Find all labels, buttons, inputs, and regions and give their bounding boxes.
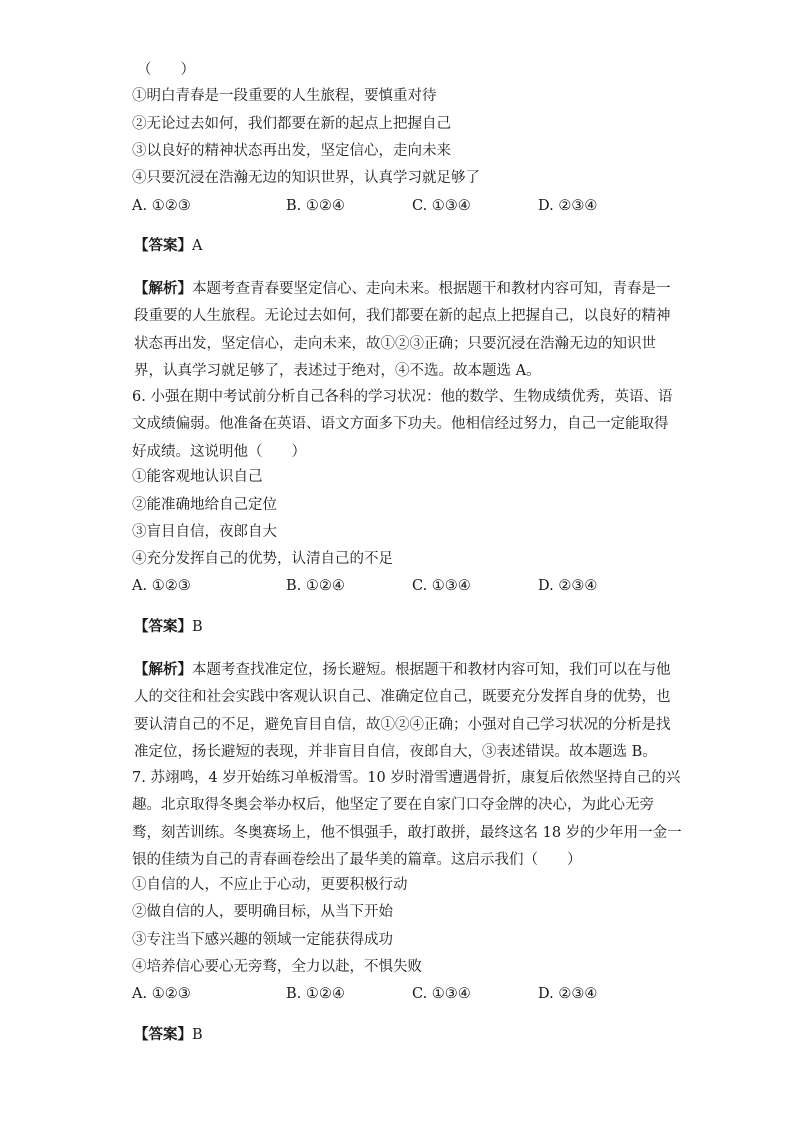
q5-answer-label: 【答案】 xyxy=(134,237,192,254)
q7-option-2: ②做自信的人，要明确目标，从当下开始 xyxy=(132,904,393,920)
q5-choice-b: B. ①②④ xyxy=(286,198,345,214)
q7-choice-d: D. ②③④ xyxy=(538,986,598,1002)
q5-choice-a: A. ①②③ xyxy=(132,198,191,214)
q5-option-4: ④只要沉浸在浩瀚无边的知识世界，认真学习就足够了 xyxy=(132,170,480,186)
q5-option-3: ③以良好的精神状态再出发，坚定信心，走向未来 xyxy=(132,143,451,159)
q6-analysis-line: 要认清自己的不足，避免盲目自信，故①②④正确；小强对自己学习状况的分析是找 xyxy=(134,716,671,733)
q7-answer-value: B xyxy=(192,1027,203,1043)
q7-option-3: ③专注当下感兴趣的领域一定能获得成功 xyxy=(132,932,393,948)
q6-stem xyxy=(132,384,673,466)
q7-answer xyxy=(134,1025,203,1045)
q7-choice-a: A. ①②③ xyxy=(132,986,191,1002)
q6-analysis-line: 人的交往和社会实践中客观认识自己、准确定位自己，既要充分发挥自身的优势，也 xyxy=(134,689,671,706)
q7-stem-line: 银的佳绩为自己的青春画卷绘出了最华美的篇章。这启示我们（ ） xyxy=(132,851,582,868)
q7-choice-b: B. ①②④ xyxy=(286,986,345,1002)
q7-stem-line: 7. 苏翊鸣，4 岁开始练习单板滑雪。10 岁时滑雪遭遇骨折，康复后依然坚持自己的兴 xyxy=(132,770,681,786)
q5-analysis-label: 【解析】 xyxy=(134,280,192,297)
q6-analysis-line: 准定位，扬长避短的表现，并非盲目自信，夜郎自大，③表述错误。故本题选 B。 xyxy=(134,743,657,760)
q6-option-2: ②能准确地给自己定位 xyxy=(132,497,277,513)
q6-option-1: ①能客观地认识自己 xyxy=(132,469,263,485)
q6-stem-line: 文成绩偏弱。他准备在英语、语文方面多下功夫。他相信经过努力，自己一定能取得 xyxy=(132,416,669,433)
q5-analysis-line: 界，认真学习就足够了，表述过于绝对，④不选。故本题选 A。 xyxy=(134,362,541,379)
q6-answer-value: B xyxy=(192,619,203,635)
q6-analysis xyxy=(134,656,671,766)
q5-choice-c: C. ①③④ xyxy=(412,198,471,214)
q7-option-1: ①自信的人，不应止于心动，更要积极行动 xyxy=(132,877,408,893)
q6-option-4: ④充分发挥自己的优势，认清自己的不足 xyxy=(132,551,393,567)
q5-analysis-line: 本题考查青春要坚定信心、走向未来。根据题干和教材内容可知，青春是一 xyxy=(192,281,671,297)
q5-analysis-line: 状态再出发，坚定信心，走向未来，故①②③正确；只要沉浸在浩瀚无边的知识世 xyxy=(134,335,656,352)
q5-analysis xyxy=(134,275,671,385)
q5-choices xyxy=(132,196,692,216)
q7-choice-c: C. ①③④ xyxy=(412,986,471,1002)
q7-answer-label: 【答案】 xyxy=(134,1026,192,1043)
q6-analysis-label: 【解析】 xyxy=(134,661,192,678)
q6-choice-b: B. ①②④ xyxy=(286,578,345,594)
q6-answer-label: 【答案】 xyxy=(134,618,192,635)
q5-option-1: ①明白青春是一段重要的人生旅程，要慎重对待 xyxy=(132,88,437,104)
q5-choice-d: D. ②③④ xyxy=(538,198,598,214)
q7-stem-line: 趣。北京取得冬奥会举办权后，他坚定了要在自家门口夺金牌的决心，为此心无旁 xyxy=(132,797,654,814)
q7-stem xyxy=(132,765,682,874)
q5-paren: （ ） xyxy=(137,62,195,78)
q5-answer-value: A xyxy=(192,238,203,254)
q6-choice-d: D. ②③④ xyxy=(538,578,598,594)
q7-choices xyxy=(132,984,692,1004)
q6-analysis-line: 本题考查找准定位，扬长避短。根据题干和教材内容可知，我们可以在与他 xyxy=(192,662,671,678)
q5-option-2: ②无论过去如何，我们都要在新的起点上把握自己 xyxy=(132,116,451,132)
q6-answer xyxy=(134,617,203,637)
q6-stem-line: 好成绩。这说明他（ ） xyxy=(132,443,306,460)
q5-answer xyxy=(134,236,202,256)
q7-stem-line: 骛，刻苦训练。冬奥赛场上，他不惧强手，敢打敢拼，最终这名 18 岁的少年用一金一 xyxy=(132,824,682,841)
q6-option-3: ③盲目自信，夜郎自大 xyxy=(132,524,277,540)
q6-stem-line: 6. 小强在期中考试前分析自己各科的学习状况：他的数学、生物成绩优秀，英语、语 xyxy=(132,389,673,405)
q5-analysis-line: 段重要的人生旅程。无论过去如何，我们都要在新的起点上把握自己，以良好的精神 xyxy=(134,308,671,325)
q6-choice-a: A. ①②③ xyxy=(132,578,191,594)
q7-option-4: ④培养信心要心无旁骛，全力以赴，不惧失败 xyxy=(132,959,422,975)
q6-choices xyxy=(132,576,692,596)
q6-choice-c: C. ①③④ xyxy=(412,578,471,594)
